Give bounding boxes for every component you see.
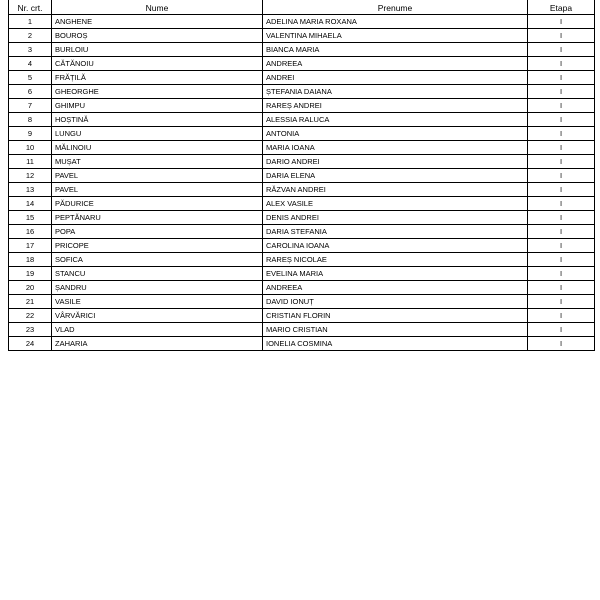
cell-prenume: MARIA IOANA [263, 141, 528, 155]
table-row [9, 141, 595, 155]
cell-prenume: ANDREEA [263, 57, 528, 71]
table-row [9, 71, 595, 85]
cell-prenume: ALEX VASILE [263, 197, 528, 211]
table-row [9, 99, 595, 113]
cell-etapa: I [528, 337, 595, 351]
cell-prenume: ANDREI [263, 71, 528, 85]
cell-nume: MUȘAT [52, 155, 263, 169]
cell-nr: 16 [9, 225, 52, 239]
cell-etapa: I [528, 99, 595, 113]
cell-nume: SOFICA [52, 253, 263, 267]
table-row [9, 169, 595, 183]
table-row [9, 197, 595, 211]
cell-nr: 20 [9, 281, 52, 295]
cell-etapa: I [528, 155, 595, 169]
cell-nume: VÂRVĂRICI [52, 309, 263, 323]
cell-nr: 21 [9, 295, 52, 309]
table-body [9, 15, 595, 351]
cell-etapa: I [528, 267, 595, 281]
cell-etapa: I [528, 141, 595, 155]
table-row [9, 43, 595, 57]
cell-etapa: I [528, 323, 595, 337]
cell-etapa: I [528, 169, 595, 183]
cell-prenume: ADELINA MARIA ROXANA [263, 15, 528, 29]
cell-prenume: CAROLINA IOANA [263, 239, 528, 253]
cell-prenume: CRISTIAN FLORIN [263, 309, 528, 323]
cell-etapa: I [528, 309, 595, 323]
cell-nr: 3 [9, 43, 52, 57]
cell-nume: PĂDURICE [52, 197, 263, 211]
cell-nr: 2 [9, 29, 52, 43]
cell-nr: 7 [9, 99, 52, 113]
cell-etapa: I [528, 183, 595, 197]
table-row [9, 267, 595, 281]
cell-nr: 11 [9, 155, 52, 169]
cell-prenume: DAVID IONUȚ [263, 295, 528, 309]
table-row [9, 239, 595, 253]
table-row [9, 323, 595, 337]
table-header [9, 0, 595, 15]
cell-nr: 24 [9, 337, 52, 351]
table-row [9, 211, 595, 225]
cell-nr: 6 [9, 85, 52, 99]
cell-etapa: I [528, 71, 595, 85]
cell-prenume: RĂZVAN ANDREI [263, 183, 528, 197]
cell-prenume: BIANCA MARIA [263, 43, 528, 57]
cell-nr: 5 [9, 71, 52, 85]
cell-etapa: I [528, 113, 595, 127]
cell-nr: 19 [9, 267, 52, 281]
header-row [9, 0, 595, 15]
cell-etapa: I [528, 281, 595, 295]
cell-etapa: I [528, 127, 595, 141]
cell-nr: 12 [9, 169, 52, 183]
cell-etapa: I [528, 239, 595, 253]
cell-prenume: ANTONIA [263, 127, 528, 141]
cell-nume: LUNGU [52, 127, 263, 141]
cell-nr: 13 [9, 183, 52, 197]
cell-nr: 10 [9, 141, 52, 155]
table-row [9, 155, 595, 169]
cell-nume: GHEORGHE [52, 85, 263, 99]
cell-nume: PAVEL [52, 183, 263, 197]
cell-nr: 4 [9, 57, 52, 71]
header-prenume: Prenume [263, 0, 528, 15]
cell-nume: GHIMPU [52, 99, 263, 113]
cell-etapa: I [528, 43, 595, 57]
header-nr: Nr. crt. [9, 0, 52, 15]
cell-nume: MĂLINOIU [52, 141, 263, 155]
cell-etapa: I [528, 29, 595, 43]
table-row [9, 85, 595, 99]
cell-nume: ZAHARIA [52, 337, 263, 351]
cell-prenume: ȘTEFANIA DAIANA [263, 85, 528, 99]
cell-prenume: MARIO CRISTIAN [263, 323, 528, 337]
cell-prenume: ALESSIA RALUCA [263, 113, 528, 127]
cell-nume: FRĂȚILĂ [52, 71, 263, 85]
cell-etapa: I [528, 15, 595, 29]
cell-nume: ANGHENE [52, 15, 263, 29]
header-etapa: Etapa [528, 0, 595, 15]
cell-prenume: ANDREEA [263, 281, 528, 295]
cell-nr: 1 [9, 15, 52, 29]
table-row [9, 113, 595, 127]
cell-prenume: DARIA STEFANIA [263, 225, 528, 239]
cell-nume: VASILE [52, 295, 263, 309]
cell-nr: 14 [9, 197, 52, 211]
table-row [9, 225, 595, 239]
cell-nr: 8 [9, 113, 52, 127]
cell-etapa: I [528, 211, 595, 225]
cell-prenume: DARIA ELENA [263, 169, 528, 183]
table-row [9, 29, 595, 43]
cell-nume: STANCU [52, 267, 263, 281]
cell-etapa: I [528, 57, 595, 71]
cell-nume: POPA [52, 225, 263, 239]
cell-nr: 15 [9, 211, 52, 225]
cell-nume: HOȘTINĂ [52, 113, 263, 127]
cell-nr: 9 [9, 127, 52, 141]
cell-nume: PRICOPE [52, 239, 263, 253]
cell-nume: VLAD [52, 323, 263, 337]
header-nume: Nume [52, 0, 263, 15]
cell-nume: PEPTĂNARU [52, 211, 263, 225]
cell-prenume: DENIS ANDREI [263, 211, 528, 225]
table-row [9, 253, 595, 267]
cell-etapa: I [528, 253, 595, 267]
cell-nume: BURLOIU [52, 43, 263, 57]
cell-etapa: I [528, 197, 595, 211]
cell-etapa: I [528, 295, 595, 309]
cell-nr: 17 [9, 239, 52, 253]
cell-etapa: I [528, 85, 595, 99]
cell-nume: ȘANDRU [52, 281, 263, 295]
cell-prenume: DARIO ANDREI [263, 155, 528, 169]
cell-nume: BOUROȘ [52, 29, 263, 43]
table-row [9, 183, 595, 197]
cell-nr: 18 [9, 253, 52, 267]
table-row [9, 337, 595, 351]
cell-prenume: RAREȘ NICOLAE [263, 253, 528, 267]
cell-nr: 22 [9, 309, 52, 323]
table-row [9, 127, 595, 141]
cell-prenume: VALENTINA MIHAELA [263, 29, 528, 43]
cell-etapa: I [528, 225, 595, 239]
cell-prenume: IONELIA COSMINA [263, 337, 528, 351]
cell-prenume: RAREȘ ANDREI [263, 99, 528, 113]
table-row [9, 281, 595, 295]
cell-prenume: EVELINA MARIA [263, 267, 528, 281]
table-row [9, 57, 595, 71]
table-row [9, 309, 595, 323]
table-row [9, 295, 595, 309]
student-table [8, 0, 595, 351]
cell-nr: 23 [9, 323, 52, 337]
table-row [9, 15, 595, 29]
cell-nume: PAVEL [52, 169, 263, 183]
cell-nume: CĂTĂNOIU [52, 57, 263, 71]
